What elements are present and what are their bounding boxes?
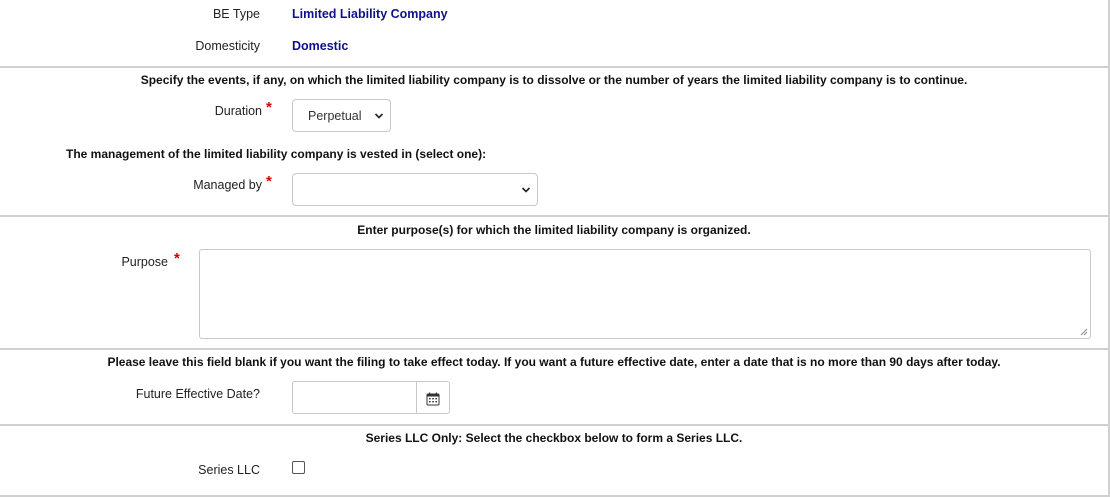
be-type-value: Limited Liability Company bbox=[292, 7, 448, 21]
chevron-down-icon bbox=[521, 185, 531, 195]
series-llc-section bbox=[0, 424, 1108, 497]
duration-select[interactable] bbox=[292, 99, 391, 132]
series-llc-checkbox[interactable] bbox=[292, 461, 305, 474]
managed-by-required-marker: * bbox=[266, 173, 272, 190]
management-instruction: The management of the limited liability company is vested in (select one): bbox=[66, 147, 487, 161]
duration-label: Duration bbox=[214, 104, 262, 118]
resize-grip-icon[interactable] bbox=[1079, 327, 1088, 336]
effective-date-section bbox=[0, 348, 1108, 426]
chevron-down-icon bbox=[374, 111, 384, 121]
duration-required-marker: * bbox=[266, 99, 272, 116]
future-effective-date-input[interactable] bbox=[292, 381, 417, 414]
calendar-button[interactable] bbox=[417, 381, 450, 414]
series-llc-instruction: Series LLC Only: Select the checkbox below to form a Series LLC. bbox=[365, 431, 743, 445]
series-llc-label: Series LLC bbox=[198, 463, 260, 477]
domesticity-value: Domestic bbox=[292, 39, 349, 53]
purpose-textarea[interactable] bbox=[199, 249, 1091, 339]
duration-management-section bbox=[0, 66, 1108, 217]
domesticity-label: Domesticity bbox=[195, 39, 260, 53]
entity-info-section bbox=[0, 0, 1108, 68]
be-type-label: BE Type bbox=[212, 7, 260, 21]
purpose-required-marker: * bbox=[174, 250, 180, 267]
managed-by-label: Managed by bbox=[193, 178, 262, 192]
managed-by-select[interactable] bbox=[292, 173, 538, 206]
purpose-section bbox=[0, 215, 1108, 350]
purpose-instruction: Enter purpose(s) for which the limited liability company is organized. bbox=[357, 223, 751, 237]
future-effective-date-label: Future Effective Date? bbox=[135, 387, 260, 401]
calendar-icon bbox=[426, 392, 440, 406]
effective-date-instruction: Please leave this field blank if you want the filing to take effect today. If you want a future effective date, enter a date that is no more than 90 days after today. bbox=[107, 355, 1001, 369]
duration-instruction: Specify the events, if any, on which the limited liability company is to dissolve or the number of years the limited liability company is to continue. bbox=[140, 73, 968, 87]
duration-selected-value: Perpetual bbox=[308, 109, 362, 123]
purpose-label: Purpose bbox=[121, 255, 168, 269]
